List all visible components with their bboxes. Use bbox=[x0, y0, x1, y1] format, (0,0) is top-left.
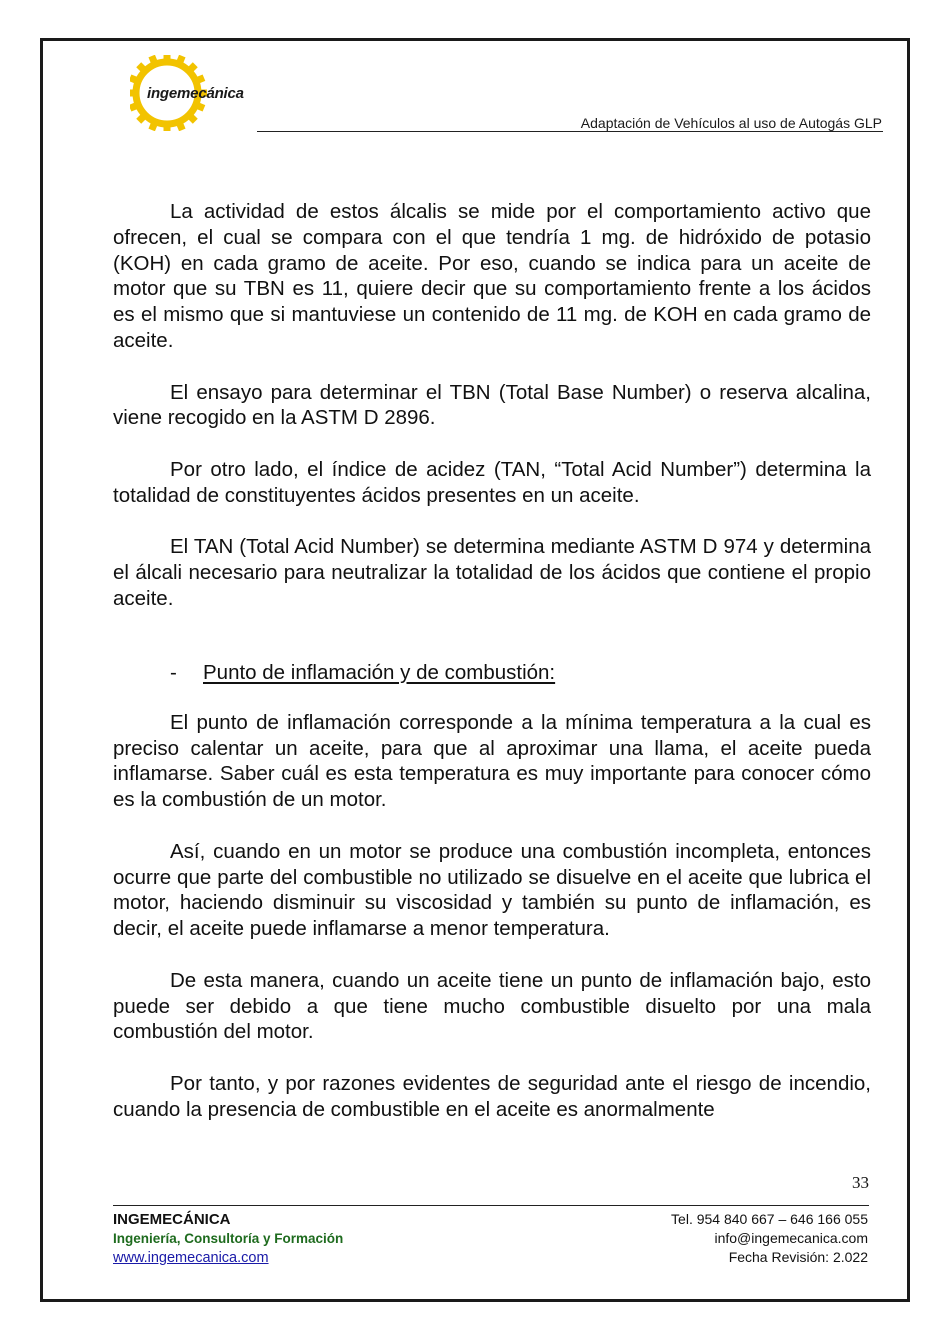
footer-revision-date: Fecha Revisión: 2.022 bbox=[728, 1249, 868, 1265]
paragraph: De esta manera, cuando un aceite tiene un punto de inflamación bajo, esto puede ser debido a que tiene mucho combustible disuelto por una mala combustión del motor. bbox=[113, 968, 871, 1044]
paragraph: Así, cuando en un motor se produce una combustión incompleta, entonces ocurre que parte del combustible no utilizado se disuelve en el aceite que lubrica el motor, haciendo disminuir su viscosidad y también su punto de inflamación, es decir, el aceite puede inflamarse a menor temperatura. bbox=[113, 839, 871, 941]
paragraph: El ensayo para determinar el TBN (Total Base Number) o reserva alcalina, viene recogido en la ASTM D 2896. bbox=[113, 380, 871, 430]
footer-contact-block bbox=[671, 1210, 868, 1267]
section-heading-label: Punto de inflamación y de combustión: bbox=[203, 660, 556, 684]
ingemecanica-logo bbox=[130, 55, 260, 131]
footer-divider bbox=[113, 1205, 869, 1206]
paragraph: La actividad de estos álcalis se mide por el comportamiento activo que ofrecen, el cual se compara con el que tendría 1 mg. de hidróxido de potasio (KOH) en cada gramo de aceite. Por eso, cuando se indica para un aceite de motor que su TBN es 11, quiere decir que su comportamiento frente a los ácidos es el mismo que si mantuviese un contenido de 11 mg. de KOH en cada gramo de aceite. bbox=[113, 200, 871, 352]
footer-email: info@ingemecanica.com bbox=[714, 1230, 868, 1246]
document-title: Adaptación de Vehículos al uso de Autogás GLP bbox=[580, 115, 882, 131]
paragraph: El TAN (Total Acid Number) se determina mediante ASTM D 974 y determina el álcali necesario para neutralizar la totalidad de los ácidos que contiene el propio aceite. bbox=[113, 535, 871, 610]
page-number: 33 bbox=[852, 1173, 869, 1192]
paragraph: El punto de inflamación corresponde a la mínima temperatura a la cual es preciso calentar un aceite, para que al aproximar una llama, el aceite pueda inflamarse. Saber cuál es esta temperatura es muy importante para conocer cómo es la combustión de un motor. bbox=[113, 710, 871, 812]
paragraph: Por otro lado, el índice de acidez (TAN, “Total Acid Number”) determina la totalidad de constituyentes ácidos presentes en un aceite. bbox=[113, 457, 871, 507]
footer-company-block bbox=[113, 1210, 343, 1268]
section-heading bbox=[113, 660, 871, 686]
footer-company-name: INGEMECÁNICA bbox=[113, 1211, 231, 1228]
footer-phone: Tel. 954 840 667 – 646 166 055 bbox=[671, 1211, 868, 1227]
bullet-dash: - bbox=[170, 660, 177, 684]
body-text bbox=[113, 199, 871, 1148]
paragraph: Por tanto, y por razones evidentes de seguridad ante el riesgo de incendio, cuando la presencia de combustible en el aceite es anormalmente bbox=[113, 1071, 871, 1121]
footer-tagline: Ingeniería, Consultoría y Formación bbox=[113, 1231, 344, 1246]
header-divider bbox=[257, 131, 883, 132]
logo-wordmark: ingemecánica bbox=[147, 85, 244, 102]
footer-website-link[interactable]: www.ingemecanica.com bbox=[113, 1250, 269, 1266]
